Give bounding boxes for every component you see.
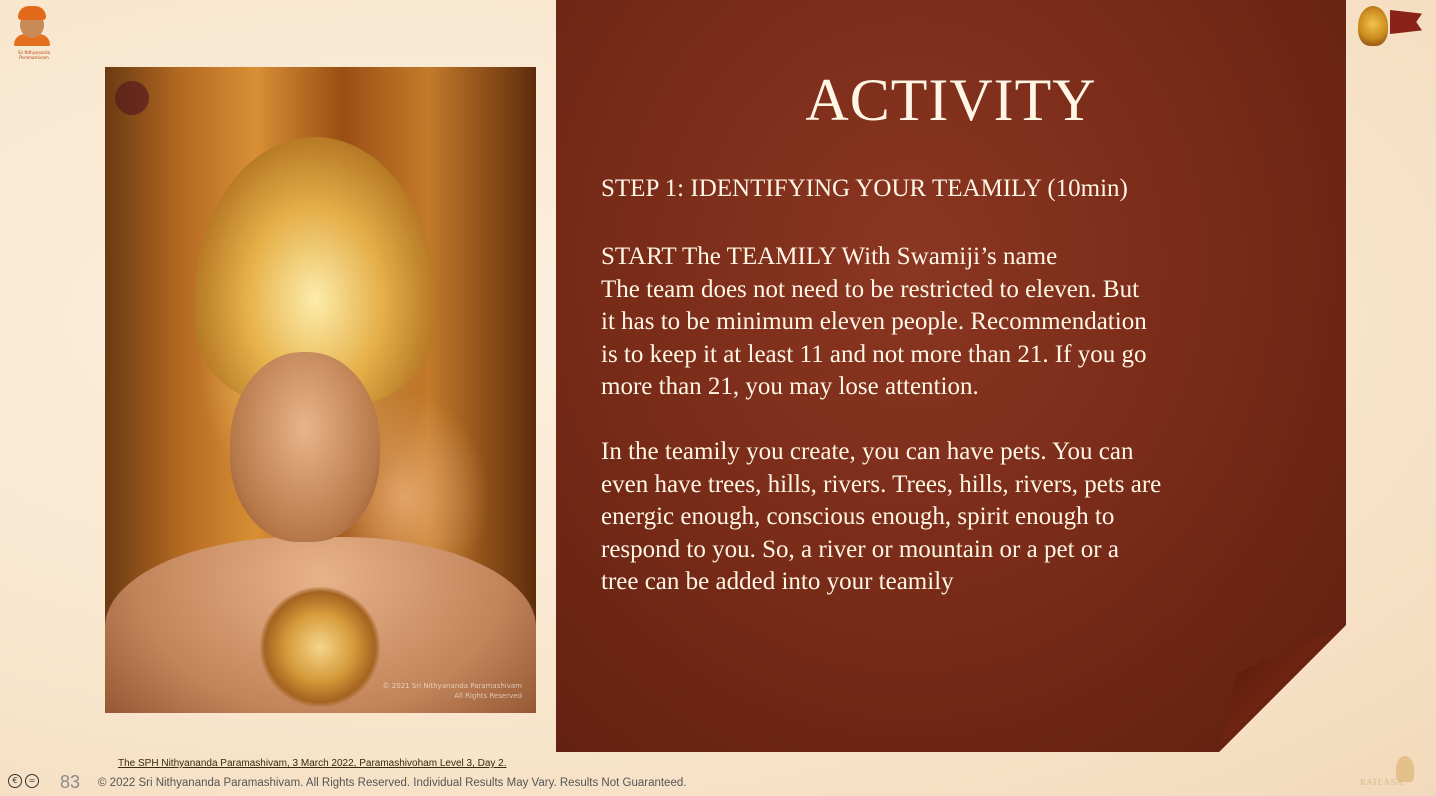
paragraph-1 — [601, 241, 1301, 404]
page-number: 83 — [60, 772, 81, 792]
flag-icon — [1390, 10, 1422, 34]
guru-portrait-photo — [105, 67, 536, 713]
bottom-right-kailasa-logo — [1360, 756, 1420, 792]
paragraph-line: START The TEAMILY With Swamiji’s name — [601, 243, 1058, 270]
emblem-icon — [1358, 6, 1388, 46]
paragraph-line: even have trees, hills, rivers. Trees, hills, rivers, pets are — [601, 470, 1162, 498]
paragraph-line: it has to be minimum eleven people. Recommendation — [601, 308, 1147, 335]
kailasa-logo-text: KAILASA — [1360, 778, 1404, 787]
paragraph-line: In the teamily you create, you can have pets. You can — [601, 438, 1134, 465]
cc-noderivatives-icon: = — [25, 774, 39, 788]
paragraph-line: energic enough, conscious enough, spirit enough to — [601, 503, 1115, 530]
copyright-notice: © 2022 Sri Nithyananda Paramashivam. All Rights Reserved. Individual Results May Vary. Results Not Guaranteed. — [98, 777, 687, 789]
paragraph-line: tree can be added into your teamily — [601, 568, 954, 595]
photo-corner-logo — [115, 81, 149, 115]
face-image — [230, 352, 380, 542]
source-citation: The SPH Nithyananda Paramashivam, 3 March 2022, Paramashivoham Level 3, Day 2. — [118, 758, 507, 769]
paragraph-line: The team does not need to be restricted to eleven. But — [601, 275, 1140, 303]
logo-caption: Sri Nithyananda Paramashivam — [17, 50, 51, 60]
paragraph-line: is to keep it at least 11 and not more than 21. If you go — [601, 340, 1147, 368]
paragraph-line: more than 21, you may lose attention. — [601, 373, 979, 400]
cc-noncommercial-icon: € — [8, 774, 22, 788]
necklace-image — [260, 587, 380, 707]
photo-watermark: © 2021 Sri Nithyananda Paramashivam All Rights Reserved — [382, 682, 522, 700]
paragraph-2 — [601, 436, 1301, 599]
step-heading: STEP 1: IDENTIFYING YOUR TEAMILY (10min) — [601, 175, 1128, 202]
top-left-avatar-logo — [12, 6, 52, 60]
paragraph-line: respond to you. So, a river or mountain or a pet or a — [601, 535, 1119, 563]
slide-title: ACTIVITY — [805, 67, 1097, 133]
top-right-emblem-logo — [1358, 4, 1424, 48]
